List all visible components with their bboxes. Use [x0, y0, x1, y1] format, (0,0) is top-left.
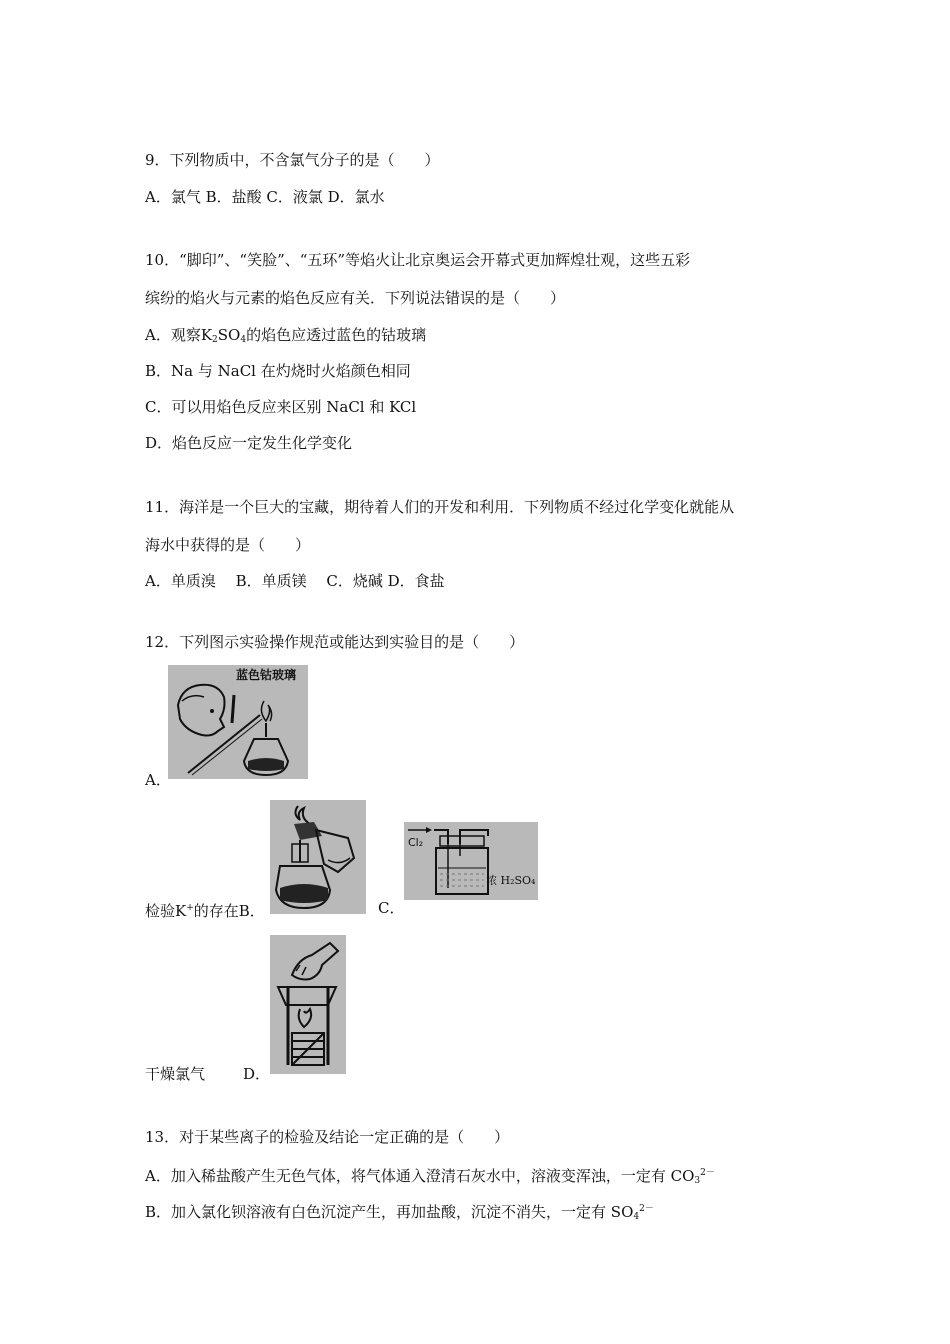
- q10-option-d: D．焰色反应一定发生化学变化: [145, 434, 353, 452]
- figure-c-gas-drying: [404, 822, 538, 900]
- q9-stem: 9．下列物质中，不含氯气分子的是（ ）: [145, 151, 440, 169]
- q13-option-a: [145, 1163, 715, 1191]
- figure-b-heating: [270, 800, 366, 914]
- q10-option-a-post: 的焰色应透过蓝色的钴玻璃: [246, 326, 427, 344]
- figure-c-gas-label: Cl₂: [408, 836, 424, 849]
- q12-stem: 12．下列图示实验操作规范或能达到实验目的是（ ）: [145, 633, 525, 651]
- q13-option-b-sub: 4: [633, 1212, 640, 1222]
- q13-option-b-text: B．加入氯化钡溶液有白色沉淀产生，再加盐酸，沉淀不消失，一定有 SO: [145, 1203, 634, 1221]
- figure-d-evaporation: [270, 935, 346, 1074]
- q10-stem-line1: 10．“脚印”、“笑脸”、“五环”等焰火让北京奥运会开幕式更加辉煌壮观，这些五彩: [145, 251, 691, 269]
- q13-stem: 13．对于某些离子的检验及结论一定正确的是（ ）: [145, 1128, 510, 1146]
- q11-stem-line2: 海水中获得的是（ ）: [145, 536, 311, 554]
- q10-stem-line2: 缤纷的焰火与元素的焰色反应有关．下列说法错误的是（ ）: [145, 289, 566, 307]
- q13-option-b: [145, 1199, 654, 1227]
- q11-stem-line1: 11．海洋是一个巨大的宝藏，期待着人们的开发和利用．下列物质不经过化学变化就能从: [145, 498, 735, 516]
- q12-label-a-text-sup: +: [186, 903, 194, 913]
- q12-label-a-text-pre: 检验K: [145, 902, 187, 920]
- q13-option-a-sup: 2－: [700, 1168, 715, 1178]
- q12-label-d: D．: [243, 1065, 271, 1083]
- q12-label-a-text-post: 的存在B．: [193, 902, 265, 920]
- q10-option-a-text: A．观察K: [145, 326, 213, 344]
- q12-label-c-text: 干燥氯气: [145, 1065, 206, 1083]
- q10-option-a-sub2: 4: [240, 335, 247, 345]
- q13-option-b-sup: 2－: [639, 1204, 654, 1214]
- q10-option-b: B．Na 与 NaCl 在灼烧时火焰颜色相同: [145, 362, 411, 380]
- figure-a-caption: 蓝色钴玻璃: [236, 668, 297, 682]
- q11-options: A．单质溴 B．单质镁 C．烧碱 D．食盐: [145, 572, 445, 590]
- q10-option-c: C．可以用焰色反应来区别 NaCl 和 KCl: [145, 398, 417, 416]
- q10-option-a-mid: SO: [217, 326, 241, 344]
- q9-options: A．氯气 B．盐酸 C．液氯 D．氯水: [145, 188, 385, 206]
- q12-label-a-text: [145, 898, 265, 921]
- q13-option-a-text: A．加入稀盐酸产生无色气体，将气体通入澄清石灰水中，溶液变浑浊，一定有 CO: [145, 1167, 695, 1185]
- q12-label-c: C．: [378, 899, 405, 917]
- q12-label-a: A．: [145, 771, 171, 789]
- figure-a-flame-test: [168, 665, 308, 779]
- figure-c-reagent-label: 浓 H₂SO₄: [486, 874, 536, 887]
- q13-option-a-sub: 3: [694, 1176, 701, 1186]
- q10-option-a-sub1: 2: [212, 335, 218, 345]
- q10-option-a: [145, 325, 426, 350]
